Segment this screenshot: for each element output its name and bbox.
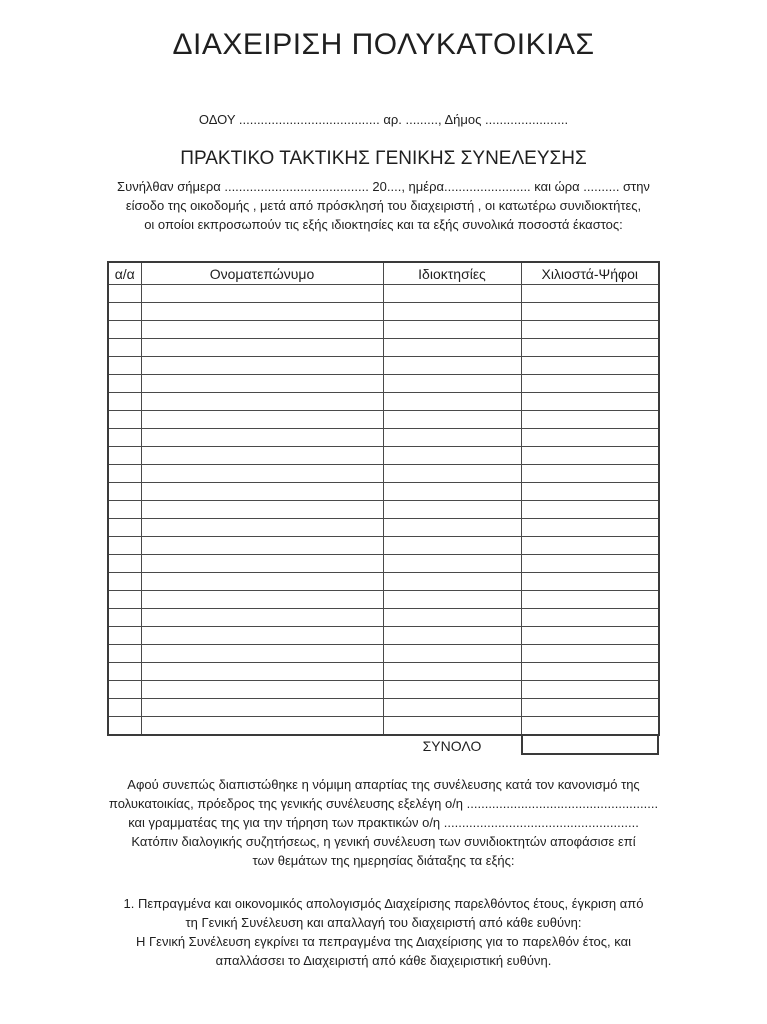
table-row xyxy=(108,573,659,591)
table-cell xyxy=(108,375,141,393)
table-row xyxy=(108,429,659,447)
table-cell xyxy=(383,519,521,537)
table-cell xyxy=(141,321,383,339)
table-cell xyxy=(108,591,141,609)
total-row xyxy=(108,736,659,756)
table-cell xyxy=(108,483,141,501)
table-cell xyxy=(141,681,383,699)
column-header-thousandths-votes: Χιλιοστά-Ψήφοι xyxy=(521,262,659,285)
table-cell xyxy=(141,339,383,357)
table-cell xyxy=(141,717,383,736)
table-cell xyxy=(383,339,521,357)
table-cell xyxy=(108,681,141,699)
table-cell xyxy=(141,447,383,465)
table-cell xyxy=(383,555,521,573)
table-row xyxy=(108,375,659,393)
table-cell xyxy=(141,645,383,663)
resolution-line: Κατόπιν διαλογικής συζητήσεως, η γενική συνέλευση των συνιδιοκτητών αποφάσισε επί xyxy=(131,834,636,849)
table-row xyxy=(108,501,659,519)
table-cell xyxy=(141,555,383,573)
intro-line: οι οποίοι εκπροσωπούν τις εξής ιδιοκτησίες και τα εξής συνολικά ποσοστά έκαστος: xyxy=(144,217,623,232)
table-cell xyxy=(383,591,521,609)
table-cell xyxy=(141,483,383,501)
table-cell xyxy=(108,699,141,717)
page-title: ΔΙΑΧΕΙΡΙΣΗ ΠΟΛΥΚΑΤΟΙΚΙΑΣ xyxy=(172,28,595,61)
table-row xyxy=(108,483,659,501)
table-cell xyxy=(108,519,141,537)
table-cell xyxy=(383,375,521,393)
table-cell xyxy=(141,303,383,321)
table-cell xyxy=(108,501,141,519)
column-header-index: α/α xyxy=(108,262,141,285)
table-cell xyxy=(141,627,383,645)
table-cell xyxy=(521,699,659,717)
table-row xyxy=(108,519,659,537)
table-cell xyxy=(141,501,383,519)
table-body xyxy=(108,285,659,736)
table-cell xyxy=(141,591,383,609)
total-label: ΣΥΝΟΛΟ xyxy=(422,738,482,754)
table-cell xyxy=(521,447,659,465)
table-row xyxy=(108,663,659,681)
intro-paragraph xyxy=(0,177,767,234)
table-cell xyxy=(383,321,521,339)
table-cell xyxy=(521,357,659,375)
table-cell xyxy=(521,573,659,591)
table-row xyxy=(108,681,659,699)
table-cell xyxy=(141,519,383,537)
agenda-line: απαλλάσσει το Διαχειριστή από κάθε διαχειριστική ευθύνη. xyxy=(215,953,552,968)
table-cell xyxy=(521,339,659,357)
table-row xyxy=(108,285,659,303)
table-cell xyxy=(108,717,141,736)
table-cell xyxy=(141,411,383,429)
table-cell xyxy=(521,501,659,519)
table-cell xyxy=(141,429,383,447)
meeting-heading: ΠΡΑΚΤΙΚΟ ΤΑΚΤΙΚΗΣ ΓΕΝΙΚΗΣ ΣΥΝΕΛΕΥΣΗΣ xyxy=(180,148,587,169)
column-header-fullname: Ονοματεπώνυμο xyxy=(141,262,383,285)
table-cell xyxy=(108,321,141,339)
table-row xyxy=(108,627,659,645)
table-cell xyxy=(521,375,659,393)
table-cell xyxy=(108,573,141,591)
table-cell xyxy=(383,483,521,501)
table-cell xyxy=(383,717,521,736)
table-cell xyxy=(141,393,383,411)
table-cell xyxy=(521,663,659,681)
table-row xyxy=(108,609,659,627)
table-cell xyxy=(108,429,141,447)
agenda-item-1-paragraph xyxy=(0,894,767,970)
table-cell xyxy=(383,357,521,375)
table-cell xyxy=(383,411,521,429)
table-cell xyxy=(521,627,659,645)
table-cell xyxy=(521,429,659,447)
table-cell xyxy=(108,555,141,573)
table-row xyxy=(108,645,659,663)
agenda-line: 1. Πεπραγμένα και οικονομικός απολογισμός Διαχείρισης παρελθόντος έτους, έγκριση από xyxy=(123,896,644,911)
table-cell xyxy=(383,465,521,483)
table-cell xyxy=(521,465,659,483)
table-row xyxy=(108,555,659,573)
street-address-line: ΟΔΟΥ ....................................... αρ. ........., Δήμος ....................... xyxy=(198,112,569,127)
table-cell xyxy=(108,357,141,375)
table-cell xyxy=(383,573,521,591)
table-cell xyxy=(383,699,521,717)
table-cell xyxy=(521,285,659,303)
intro-line: Συνήλθαν σήμερα ........................................ 20...., ημέρα........................ και ώρα .......... στην xyxy=(117,179,650,194)
table-cell xyxy=(383,537,521,555)
table-cell xyxy=(108,447,141,465)
table-cell xyxy=(141,609,383,627)
column-header-properties: Ιδιοκτησίες xyxy=(383,262,521,285)
table-cell xyxy=(108,303,141,321)
resolution-line: πολυκατοικίας, πρόεδρος της γενικής συνέλευσης εξελέγη ο/η ..................................................... xyxy=(108,796,659,811)
table-cell xyxy=(383,393,521,411)
table-row xyxy=(108,321,659,339)
table-cell xyxy=(108,609,141,627)
table-cell xyxy=(141,699,383,717)
table-cell xyxy=(521,591,659,609)
table-header-row xyxy=(108,262,659,285)
table-cell xyxy=(383,645,521,663)
table-row xyxy=(108,465,659,483)
agenda-line: Η Γενική Συνέλευση εγκρίνει τα πεπραγμένα της Διαχείρισης για το παρελθόν έτος, και xyxy=(135,934,632,949)
table-cell xyxy=(141,375,383,393)
table-cell xyxy=(521,645,659,663)
table-row xyxy=(108,357,659,375)
table-cell xyxy=(108,537,141,555)
table-cell xyxy=(141,357,383,375)
table-cell xyxy=(521,681,659,699)
table-cell xyxy=(108,465,141,483)
table-row xyxy=(108,591,659,609)
table-cell xyxy=(521,717,659,736)
table-row xyxy=(108,411,659,429)
table-cell xyxy=(141,573,383,591)
table-cell xyxy=(383,303,521,321)
table-cell xyxy=(383,663,521,681)
table-cell xyxy=(383,501,521,519)
table-cell xyxy=(108,285,141,303)
table-cell xyxy=(141,663,383,681)
total-value-box xyxy=(521,734,659,755)
intro-line: είσοδο της οικοδομής , μετά από πρόσκλησή του διαχειριστή , οι κατωτέρω συνιδιοκτήτες, xyxy=(125,198,642,213)
table-cell xyxy=(383,609,521,627)
table-cell xyxy=(521,483,659,501)
table-cell xyxy=(141,465,383,483)
table-cell xyxy=(108,339,141,357)
table-row xyxy=(108,717,659,736)
table-cell xyxy=(521,609,659,627)
table-cell xyxy=(108,645,141,663)
table-cell xyxy=(108,663,141,681)
owners-table xyxy=(107,261,660,736)
table-cell xyxy=(521,303,659,321)
table-row xyxy=(108,339,659,357)
table-cell xyxy=(383,681,521,699)
table-cell xyxy=(521,321,659,339)
resolution-line: των θεμάτων της ημερησίας διάταξης τα εξής: xyxy=(252,853,515,868)
resolution-line: Αφού συνεπώς διαπιστώθηκε η νόμιμη απαρτίας της συνέλευσης κατά τον κανονισμό της xyxy=(127,777,640,792)
table-cell xyxy=(141,537,383,555)
resolution-paragraph xyxy=(0,775,767,870)
table-cell xyxy=(108,627,141,645)
table-cell xyxy=(108,393,141,411)
table-cell xyxy=(383,429,521,447)
agenda-line: τη Γενική Συνέλευση και απαλλαγή του διαχειριστή από κάθε ευθύνη: xyxy=(185,915,582,930)
table-cell xyxy=(521,393,659,411)
table-row xyxy=(108,393,659,411)
table-cell xyxy=(521,411,659,429)
table-row xyxy=(108,447,659,465)
table-cell xyxy=(383,447,521,465)
table-cell xyxy=(521,519,659,537)
table-row xyxy=(108,699,659,717)
total-row-spacer xyxy=(108,736,383,756)
table-row xyxy=(108,537,659,555)
table-row xyxy=(108,303,659,321)
table-cell xyxy=(383,627,521,645)
table-cell xyxy=(141,285,383,303)
table-cell xyxy=(108,411,141,429)
table-cell xyxy=(521,555,659,573)
resolution-line: και γραμματέας της για την τήρηση των πρακτικών ο/η ...................................................... xyxy=(128,815,639,830)
table-cell xyxy=(383,285,521,303)
table-cell xyxy=(521,537,659,555)
